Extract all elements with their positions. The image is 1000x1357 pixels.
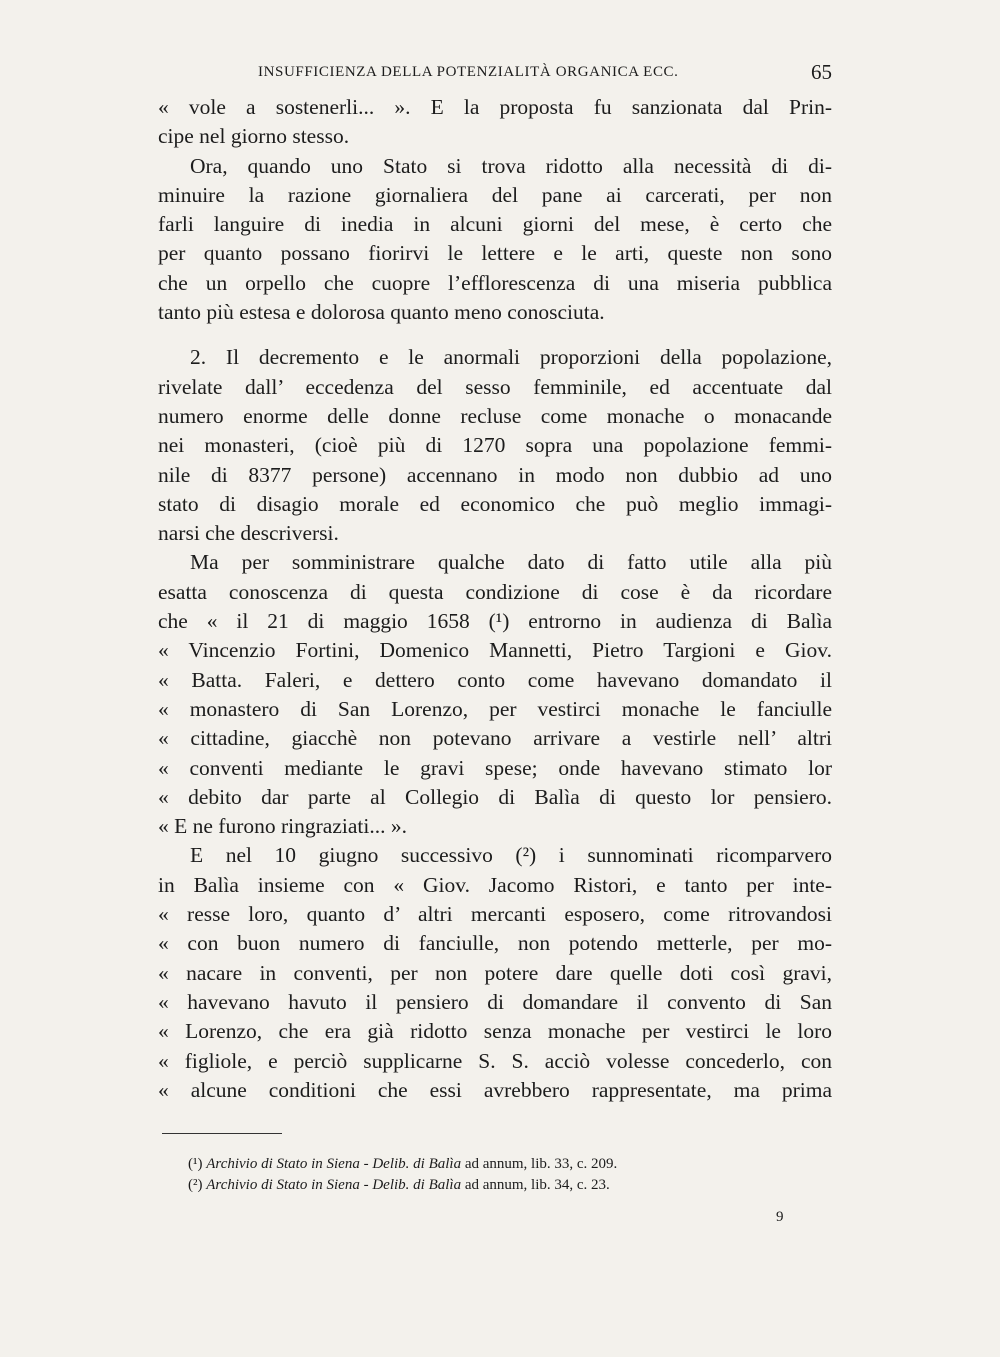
text-line: « nacare in conventi, per non potere dare quelle doti così gravi,	[158, 960, 832, 985]
text-line: numero enorme delle donne recluse come monache o monacande	[158, 403, 832, 428]
text-line: per quanto possano fiorirvi le lettere e le arti, queste non sono	[158, 241, 832, 266]
text-line: « havevano havuto il pensiero di domandare il convento di San	[158, 989, 832, 1014]
text-line: « alcune conditioni che essi avrebbero rappresentate, ma prima	[158, 1077, 832, 1102]
text-line: che « il 21 di maggio 1658 (¹) entrorno in audienza di Balìa	[158, 609, 832, 634]
footnotes	[188, 1154, 617, 1196]
signature-mark: 9	[776, 1209, 784, 1225]
footnote-ref: ad annum, lib. 33, c. 209.	[464, 1156, 618, 1172]
text-line: tanto più estesa e dolorosa quanto meno conosciuta.	[158, 300, 605, 325]
footnote-source: Archivio di Stato in Siena - Delib. di Balìa	[206, 1156, 462, 1172]
text-line: « debito dar parte al Collegio di Balìa di questo lor pensiero.	[158, 784, 832, 809]
text-line: « figliole, e perciò supplicarne S. S. acciò volesse concederlo, con	[158, 1048, 832, 1073]
text-line: farli languire di inedia in alcuni giorni del mese, è certo che	[158, 212, 832, 237]
text-line: esatta conoscenza di questa condizione di cose è da ricordare	[158, 579, 832, 604]
text-line: « monastero di San Lorenzo, per vestirci monache le fanciulle	[158, 696, 832, 721]
text-line: « Batta. Faleri, e dettero conto come havevano domandato il	[158, 667, 832, 692]
text-line: minuire la razione giornaliera del pane ai carcerati, per non	[158, 182, 832, 207]
text-line: narsi che descriversi.	[158, 521, 339, 546]
text-line: E nel 10 giugno successivo (²) i sunnominati ricomparvero	[190, 843, 832, 868]
text-line: « Lorenzo, che era già ridotto senza monache per vestirci le loro	[158, 1019, 832, 1044]
text-line: « conventi mediante le gravi spese; onde havevano stimato lor	[158, 755, 832, 780]
footnote-marker: (¹)	[188, 1156, 203, 1172]
section-gap	[158, 327, 832, 343]
footnote-marker: (²)	[188, 1177, 203, 1193]
main-text	[158, 93, 832, 1105]
text-line: 2. Il decremento e le anormali proporzioni della popolazione,	[190, 345, 832, 370]
text-line: cipe nel giorno stesso.	[158, 124, 350, 149]
running-title: INSUFFICIENZA DELLA POTENZIALITÀ ORGANICA ECC.	[258, 64, 679, 80]
text-line: nile di 8377 persone) accennano in modo non dubbio ad uno	[158, 462, 832, 487]
text-line: Ma per somministrare qualche dato di fatto utile alla più	[190, 550, 832, 575]
footnote-2	[188, 1175, 617, 1196]
text-line: rivelate dall’ eccedenza del sesso femminile, ed accentuate dal	[158, 374, 832, 399]
text-line: stato di disagio morale ed economico che può meglio immagi-	[158, 491, 832, 516]
footnote-rule	[162, 1133, 282, 1134]
text-line: « vole a sostenerli... ». E la proposta fu sanzionata dal Prin-	[158, 95, 832, 119]
text-line: « con buon numero di fanciulle, non potendo metterle, per mo-	[158, 931, 832, 956]
page-header	[160, 60, 832, 86]
text-line: che un orpello che cuopre l’efflorescenza di una miseria pubblica	[158, 270, 832, 295]
text-line: « cittadine, giacchè non potevano arrivare a vestirle nell’ altri	[158, 726, 832, 751]
text-line: in Balìa insieme con « Giov. Jacomo Ristori, e tanto per inte-	[158, 872, 832, 897]
text-line: Ora, quando uno Stato si trova ridotto alla necessità di di-	[190, 153, 832, 178]
text-line: « E ne furono ringraziati... ».	[158, 814, 407, 839]
footnote-ref: ad annum, lib. 34, c. 23.	[464, 1177, 610, 1193]
text-line: « Vincenzio Fortini, Domenico Mannetti, Pietro Targioni e Giov.	[158, 638, 832, 663]
text-line: « resse loro, quanto d’ altri mercanti esposero, come ritrovandosi	[158, 902, 832, 927]
text-line: nei monasteri, (cioè più di 1270 sopra una popolazione femmi-	[158, 433, 832, 458]
page-number: 65	[811, 60, 832, 84]
footnote-source: Archivio di Stato in Siena - Delib. di Balìa	[206, 1177, 462, 1193]
footnote-1	[188, 1154, 617, 1175]
